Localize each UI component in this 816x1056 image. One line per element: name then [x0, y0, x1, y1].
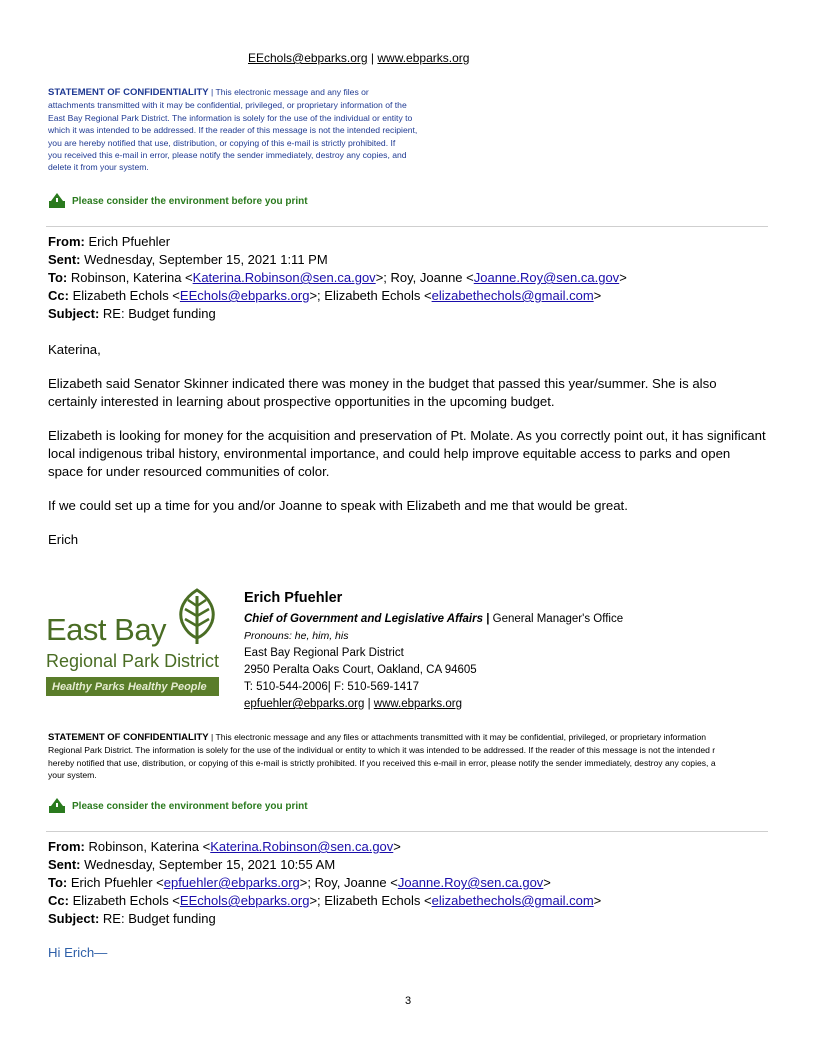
- confidentiality-line: which it was intended to be addressed. If the reader of this message is not the intended recipient,: [48, 125, 418, 136]
- sent-line: Sent: Wednesday, September 15, 2021 10:55 AM: [48, 857, 336, 872]
- confidentiality-title: STATEMENT OF CONFIDENTIALITY: [48, 87, 209, 98]
- logo-tagline: Healthy Parks Healthy People: [46, 677, 219, 696]
- body-paragraph: Elizabeth said Senator Skinner indicated there was money in the budget that passed this year/summer. She is also certainly interested in learning about prospective opportunities in the upcoming budget.: [48, 376, 717, 409]
- confidentiality-line: | This electronic message and any files or attachments transmitted with it may be confidential, privileged, or proprietary information: [211, 732, 707, 742]
- top-separator: |: [370, 51, 375, 65]
- email-1-header: [48, 233, 627, 323]
- top-website-link[interactable]: www.ebparks.org: [377, 51, 470, 65]
- confidentiality-line: your system.: [48, 770, 97, 781]
- confidentiality-title: STATEMENT OF CONFIDENTIALITY: [48, 732, 209, 743]
- environment-notice-text: Please consider the environment before you print: [72, 800, 308, 812]
- email-2-header: [48, 838, 601, 928]
- logo-regional-park-district: Regional Park District: [46, 651, 220, 671]
- cc-line: Cc: Elizabeth Echols <EEchols@ebparks.org>; Elizabeth Echols <elizabethechols@gmail.com>: [48, 288, 602, 303]
- tree-print-icon: [48, 798, 66, 814]
- tree-print-icon: [48, 193, 66, 209]
- cc-email-link[interactable]: EEchols@ebparks.org: [179, 288, 310, 303]
- to-line: To: Robinson, Katerina <Katerina.Robinson@sen.ca.gov>; Roy, Joanne <Joanne.Roy@sen.ca.gov>: [48, 270, 627, 285]
- from-line: From: Robinson, Katerina <Katerina.Robinson@sen.ca.gov>: [48, 839, 401, 854]
- confidentiality-line: attachments transmitted with it may be confidential, privileged, or proprietary information of the: [48, 100, 407, 111]
- signature-links: epfuehler@ebparks.org | www.ebparks.org: [244, 698, 462, 710]
- environment-notice-text: Please consider the environment before you print: [72, 195, 308, 207]
- signoff: Erich: [48, 532, 79, 547]
- body-paragraph: Elizabeth is looking for money for the acquisition and preservation of Pt. Molate. As you correctly point out, it has significant local indigenous tribal history, environmental importance, and could help improve equitable access to parks and open space for under resourced communities of color.: [48, 428, 766, 479]
- signature-role-line: Chief of Government and Legislative Affairs | General Manager's Office: [244, 613, 624, 625]
- confidentiality-line: Regional Park District. The information is solely for the use of the individual or entity to which it was intended to be addressed. If the reader of this message is not the intended r: [48, 745, 716, 756]
- greeting: Katerina,: [48, 342, 101, 357]
- signature-phone: T: 510-544-2006| F: 510-569-1417: [244, 681, 419, 693]
- environment-notice-2: [48, 798, 308, 814]
- page-number: 3: [404, 995, 412, 1007]
- logo-east-bay: East Bay: [46, 612, 167, 647]
- divider: [46, 831, 768, 832]
- signature-pronouns: Pronouns: he, him, his: [244, 630, 349, 642]
- to-email-link[interactable]: epfuehler@ebparks.org: [163, 875, 300, 890]
- signature-email-link[interactable]: epfuehler@ebparks.org: [244, 698, 365, 710]
- confidentiality-notice-1: [48, 86, 478, 174]
- from-email-link[interactable]: Katerina.Robinson@sen.ca.gov: [210, 839, 394, 854]
- confidentiality-line: you received this e-mail in error, please notify the sender immediately, destroy any copies, and: [48, 150, 407, 161]
- leaf-logo-icon: [176, 588, 218, 646]
- sent-line: Sent: Wednesday, September 15, 2021 1:11 PM: [48, 252, 328, 267]
- signature-website-link[interactable]: www.ebparks.org: [373, 698, 462, 710]
- signature-org: East Bay Regional Park District: [244, 647, 404, 659]
- confidentiality-line: East Bay Regional Park District. The information is solely for the use of the individual or entity to: [48, 112, 413, 123]
- email-1-body: [48, 341, 768, 565]
- confidentiality-line: | This electronic message and any files or: [211, 87, 369, 97]
- signature-details: [244, 611, 623, 713]
- to-line: To: Erich Pfuehler <epfuehler@ebparks.org>; Roy, Joanne <Joanne.Roy@sen.ca.gov>: [48, 875, 551, 890]
- from-line: From: Erich Pfuehler: [48, 234, 171, 249]
- top-email-link[interactable]: EEchols@ebparks.org: [248, 51, 368, 65]
- cc-email-link[interactable]: elizabethechols@gmail.com: [431, 288, 594, 303]
- email-2-greeting: Hi Erich—: [48, 945, 108, 960]
- confidentiality-line: hereby notified that use, distribution, or copying of this e-mail is strictly prohibited. If you received this e-mail in error, please notify the sender immediately, destroy any copies, a: [48, 757, 716, 768]
- divider: [46, 226, 768, 227]
- body-paragraph: If we could set up a time for you and/or Joanne to speak with Elizabeth and me that would be great.: [48, 498, 628, 513]
- subject-line: Subject: RE: Budget funding: [48, 306, 216, 321]
- to-email-link[interactable]: Joanne.Roy@sen.ca.gov: [473, 270, 620, 285]
- environment-notice-1: [48, 193, 308, 209]
- to-email-link[interactable]: Katerina.Robinson@sen.ca.gov: [192, 270, 376, 285]
- signature-address: 2950 Peralta Oaks Court, Oakland, CA 94605: [244, 664, 477, 676]
- cc-email-link[interactable]: EEchols@ebparks.org: [179, 893, 310, 908]
- confidentiality-line: delete it from your system.: [48, 162, 149, 173]
- confidentiality-line: you are hereby notified that use, distribution, or copying of this e-mail is strictly prohibited. If: [48, 137, 396, 148]
- to-email-link[interactable]: Joanne.Roy@sen.ca.gov: [397, 875, 544, 890]
- subject-line: Subject: RE: Budget funding: [48, 911, 216, 926]
- cc-line: Cc: Elizabeth Echols <EEchols@ebparks.org>; Elizabeth Echols <elizabethechols@gmail.com>: [48, 893, 602, 908]
- confidentiality-notice-2: [48, 731, 816, 782]
- top-contact-line: [248, 51, 469, 65]
- signature-name: Erich Pfuehler: [244, 590, 343, 606]
- cc-email-link[interactable]: elizabethechols@gmail.com: [431, 893, 594, 908]
